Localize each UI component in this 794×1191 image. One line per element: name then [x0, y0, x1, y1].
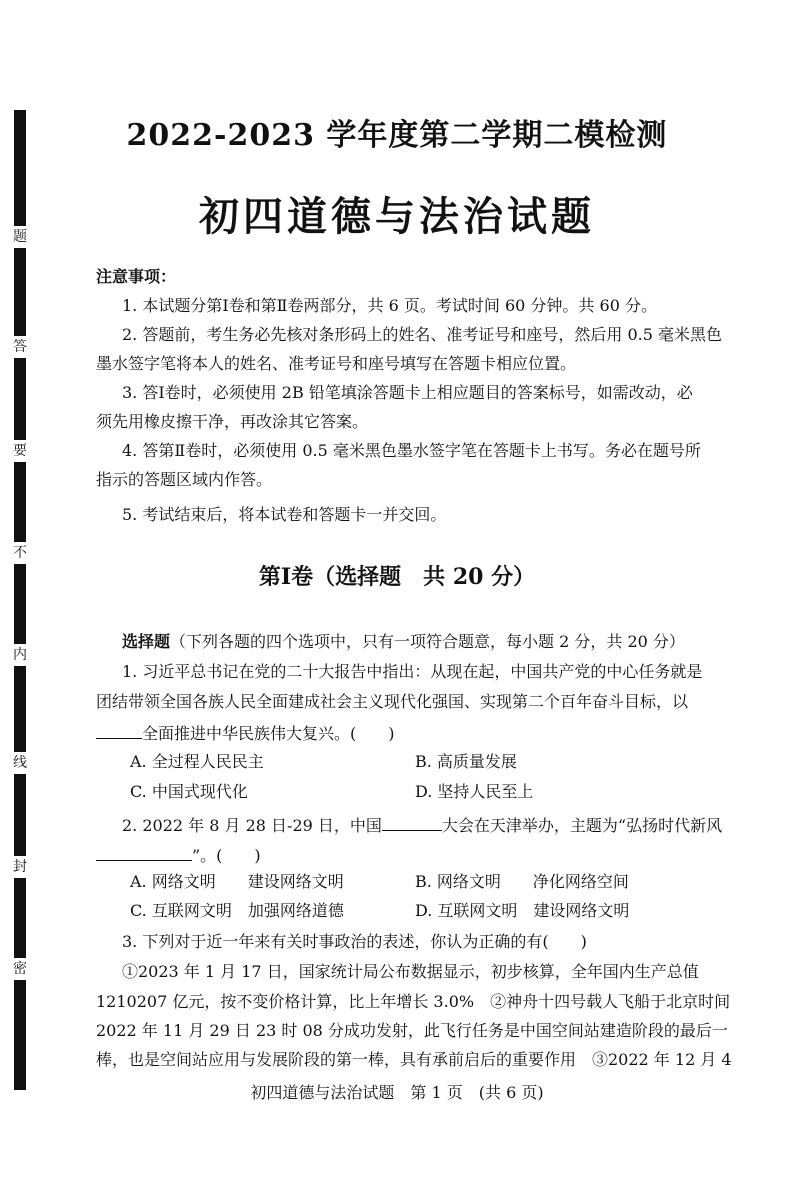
q3-line: 棒，也是空间站应用与发展阶段的第一棒，具有承前启后的重要作用 ③2022 年 12 月 4 — [96, 1050, 732, 1069]
seal-char: 不 — [10, 542, 30, 564]
choice-instruction-text: （下列各题的四个选项中，只有一项符合题意，每小题 2 分，共 20 分） — [170, 632, 685, 651]
answer-blank[interactable] — [382, 812, 442, 831]
notice-item: 4. 答第Ⅱ卷时，必须使用 0.5 毫米黑色墨水签字笔在答题卡上书写。务必在题号所 — [122, 441, 701, 460]
q1-line — [96, 720, 736, 746]
exam-title: 2022-2023 学年度第二学期二模检测 — [126, 118, 668, 153]
q1-option-b[interactable]: B. 高质量发展 — [415, 752, 517, 771]
subject-title: 初四道德与法治试题 — [199, 193, 595, 240]
q3-line: 1210207 亿元，按不变价格计算，比上年增长 3.0% ②神舟十四号载人飞船于北京时间 — [96, 992, 731, 1011]
q1-line: 团结带领全国各族人民全面建成社会主义现代化强国、实现第二个百年奋斗目标，以 — [96, 692, 689, 711]
q1-option-a[interactable]: A. 全过程人民民主 — [130, 752, 264, 771]
notice-item-cont: 须先用橡皮擦干净，再改涂其它答案。 — [96, 412, 369, 431]
notice-item: 3. 答Ⅰ卷时，必须使用 2B 铅笔填涂答题卡上相应题目的答案标号，如需改动，必 — [122, 383, 693, 402]
q2-line — [96, 842, 736, 868]
q3-line: 2022 年 11 月 29 日 23 时 08 分成功发射，此飞行任务是中国空间站建造阶段的最后一 — [96, 1021, 728, 1040]
q3-stem: 3. 下列对于近一年来有关时事政治的表述，你认为正确的有( ) — [122, 932, 587, 951]
q2-line2-after: ”。( ) — [192, 846, 261, 865]
q1-option-d[interactable]: D. 坚持人民至上 — [415, 782, 534, 801]
q2-option-d[interactable]: D. 互联网文明 建设网络文明 — [415, 901, 630, 920]
seal-char: 答 — [10, 336, 30, 358]
q2-option-a[interactable]: A. 网络文明 建设网络文明 — [130, 872, 344, 891]
notice-item-cont: 墨水签字笔将本人的姓名、准考证号和座号填写在答题卡相应位置。 — [96, 354, 577, 373]
seal-char: 密 — [10, 958, 30, 980]
q2-line1-before: 2. 2022 年 8 月 28 日-29 日，中国 — [122, 816, 382, 835]
notice-item: 5. 考试结束后，将本试卷和答题卡一并交回。 — [122, 505, 447, 524]
notice-item: 2. 答题前，考生务必先核对条形码上的姓名、准考证号和座号，然后用 0.5 毫米黑色 — [122, 325, 722, 344]
notice-heading: 注意事项： — [96, 267, 177, 286]
q1-option-c[interactable]: C. 中国式现代化 — [130, 782, 248, 801]
answer-blank[interactable] — [96, 842, 192, 861]
q1-line: 1. 习近平总书记在党的二十大报告中指出：从现在起，中国共产党的中心任务就是 — [122, 662, 703, 681]
binding-line — [14, 110, 26, 1090]
q2-line1-after: 大会在天津举办，主题为“弘扬时代新风 — [441, 816, 723, 835]
page-footer: 初四道德与法治试题 第 1 页 (共 6 页) — [250, 1083, 544, 1102]
q1-line3-text: 全面推进中华民族伟大复兴。( ) — [142, 724, 395, 743]
notice-item-cont: 指示的答题区域内作答。 — [96, 470, 273, 489]
seal-char: 线 — [10, 752, 30, 774]
q2-option-b[interactable]: B. 网络文明 净化网络空间 — [415, 872, 629, 891]
q2-option-c[interactable]: C. 互联网文明 加强网络道德 — [130, 901, 344, 920]
seal-char: 封 — [10, 856, 30, 878]
q3-line: ①2023 年 1 月 17 日，国家统计局公布数据显示，初步核算，全年国内生产总值 — [122, 962, 699, 981]
seal-char: 要 — [10, 440, 30, 462]
section-title: 第Ⅰ卷（选择题 共 20 分） — [258, 564, 536, 590]
answer-blank[interactable] — [96, 720, 142, 739]
binding-margin — [0, 0, 30, 1191]
choice-instruction — [122, 630, 762, 654]
choice-label: 选择题 — [122, 632, 171, 651]
notice-item: 1. 本试题分第Ⅰ卷和第Ⅱ卷两部分，共 6 页。考试时间 60 分钟。共 60 分。 — [122, 296, 657, 315]
seal-char: 题 — [10, 226, 30, 248]
q2-line — [122, 812, 762, 838]
seal-char: 内 — [10, 644, 30, 666]
